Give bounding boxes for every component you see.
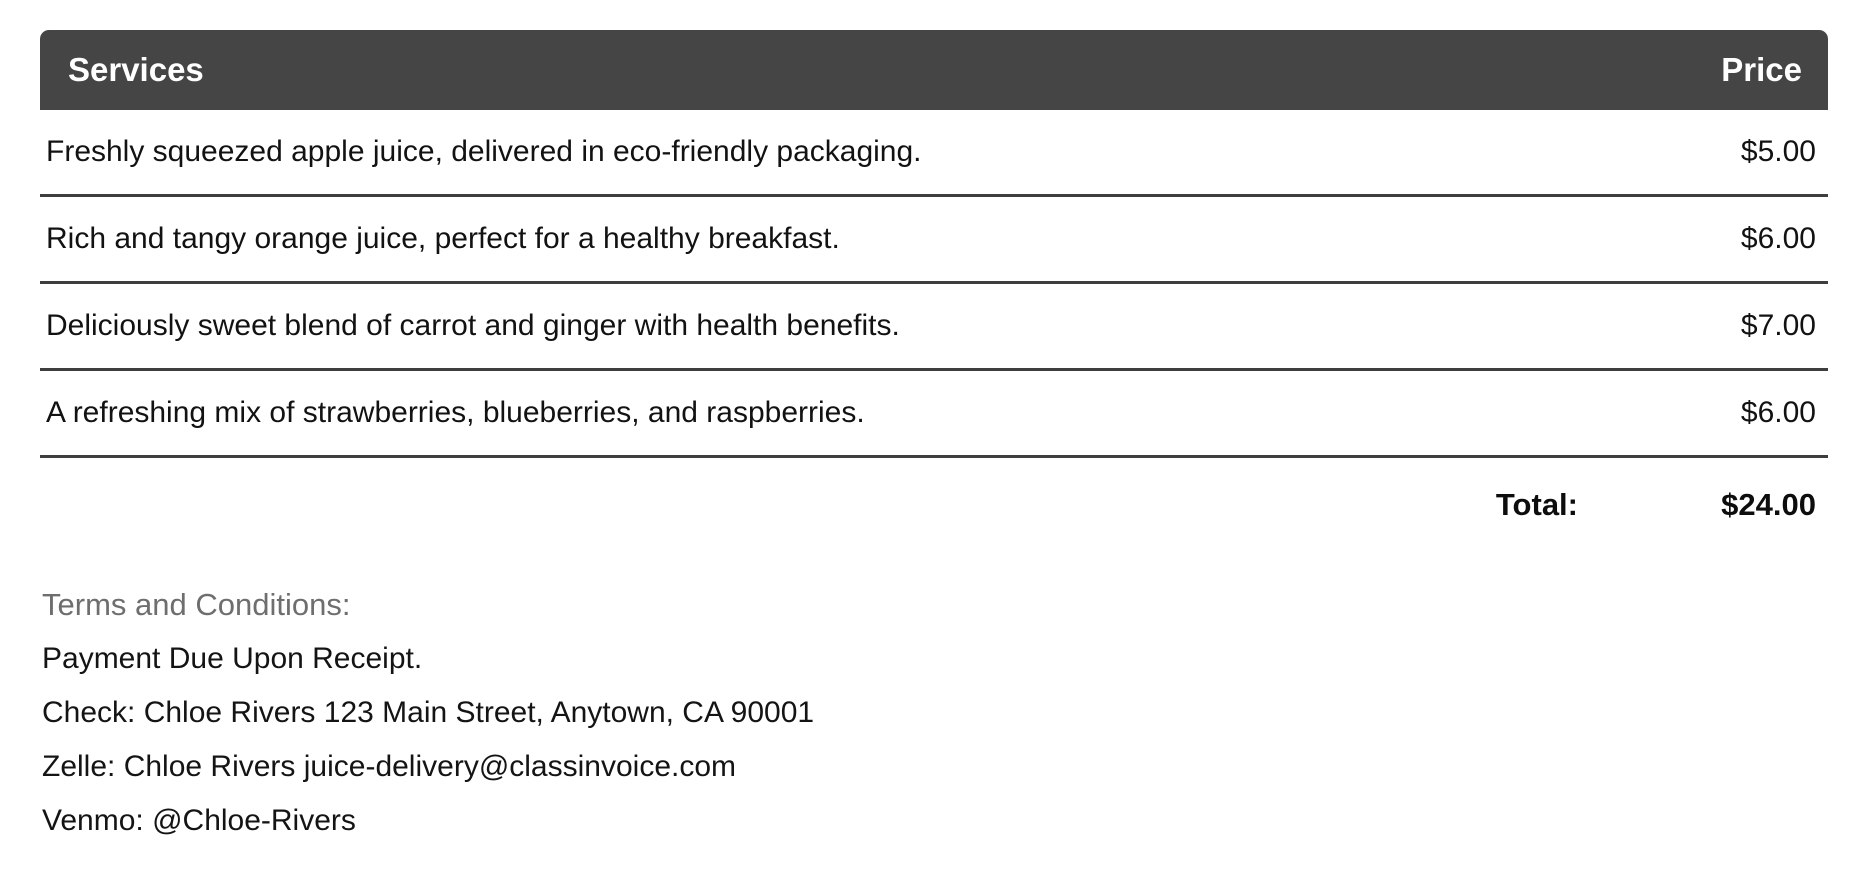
- table-row: [40, 371, 1828, 458]
- services-table: [40, 30, 1828, 552]
- table-row: [40, 110, 1828, 197]
- table-row: [40, 197, 1828, 284]
- service-price: $5.00: [1740, 135, 1816, 168]
- total-row: [40, 458, 1828, 552]
- terms-section: [40, 578, 1828, 848]
- terms-payment-due: Payment Due Upon Receipt.: [42, 642, 423, 675]
- service-price: $6.00: [1740, 222, 1816, 255]
- service-description: A refreshing mix of strawberries, blueberries, and raspberries.: [46, 396, 865, 429]
- service-price: $7.00: [1740, 309, 1816, 342]
- table-header-row: [40, 30, 1828, 110]
- terms-venmo-info: Venmo: @Chloe-Rivers: [42, 804, 356, 837]
- terms-zelle-info: Zelle: Chloe Rivers juice-delivery@classinvoice.com: [42, 750, 737, 783]
- column-header-price: Price: [1721, 51, 1802, 88]
- total-label: Total:: [1495, 487, 1578, 522]
- total-value: $24.00: [1721, 487, 1816, 522]
- service-price: $6.00: [1740, 396, 1816, 429]
- service-description: Rich and tangy orange juice, perfect for a healthy breakfast.: [46, 222, 840, 255]
- table-row: [40, 284, 1828, 371]
- terms-check-info: Check: Chloe Rivers 123 Main Street, Anytown, CA 90001: [42, 696, 815, 729]
- column-header-services: Services: [68, 51, 204, 88]
- service-description: Deliciously sweet blend of carrot and ginger with health benefits.: [46, 309, 900, 342]
- service-description: Freshly squeezed apple juice, delivered in eco-friendly packaging.: [46, 135, 922, 168]
- terms-heading: Terms and Conditions:: [42, 587, 351, 622]
